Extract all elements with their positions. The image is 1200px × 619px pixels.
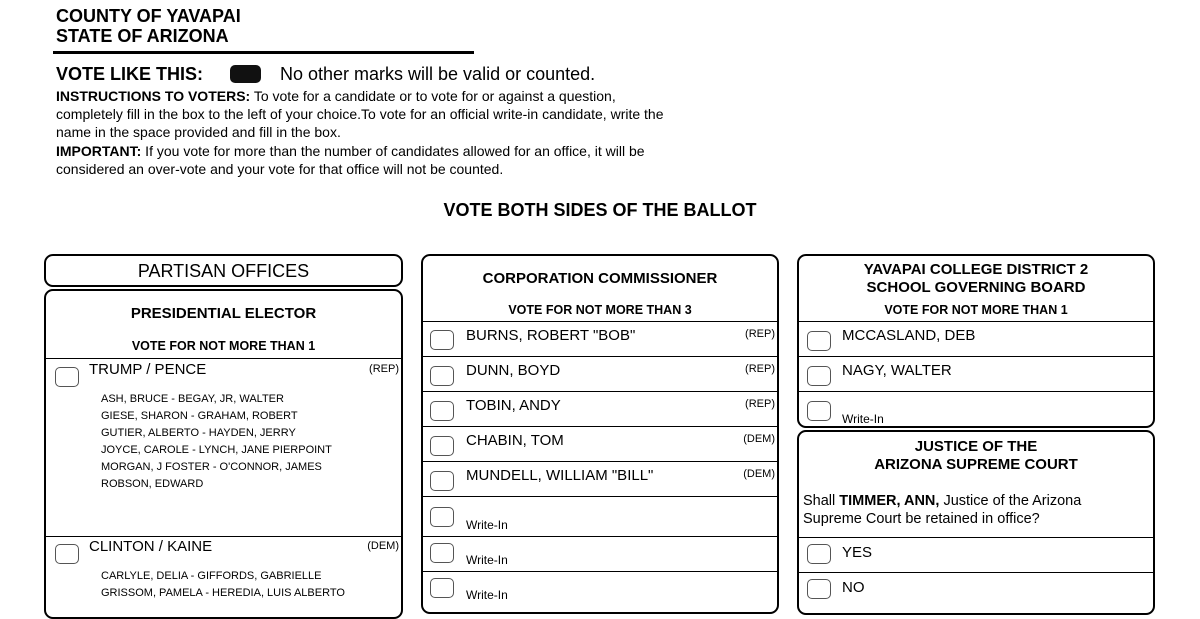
checkbox-tobin[interactable] (430, 401, 454, 421)
candidate-name: TRUMP / PENCE (89, 361, 207, 378)
corporation-commissioner-contest (421, 254, 779, 614)
checkbox-write-in-1[interactable] (430, 507, 454, 527)
no-other-marks-note: No other marks will be valid or counted. (280, 64, 596, 84)
vote-like-this-label: VOTE LIKE THIS: (56, 64, 204, 84)
justice-office: JUSTICE OF THE ARIZONA SUPREME COURT (874, 438, 1078, 473)
checkbox-write-in-2[interactable] (430, 543, 454, 563)
candidate-name: DUNN, BOYD (466, 362, 561, 379)
checkbox-yes[interactable] (807, 544, 831, 564)
candidate-name: MCCASLAND, DEB (842, 327, 976, 344)
candidate-name: CHABIN, TOM (466, 432, 564, 449)
candidate-party: (REP) (745, 363, 775, 375)
partisan-offices-title: PARTISAN OFFICES (137, 261, 310, 281)
write-in-label: Write-In (466, 518, 508, 532)
candidate-name: MUNDELL, WILLIAM "BILL" (466, 467, 654, 484)
checkbox-dunn[interactable] (430, 366, 454, 386)
instructions-label: INSTRUCTIONS TO VOTERS: (56, 88, 251, 104)
elector-list: CARLYLE, DELIA - GIFFORDS, GABRIELLE GRISSOM, PAMELA - HEREDIA, LUIS ALBERTO (101, 570, 345, 599)
candidate-name: BURNS, ROBERT "BOB" (466, 327, 636, 344)
candidate-party: (REP) (369, 363, 399, 375)
presidential-elector-contest (44, 289, 403, 619)
write-in-label: Write-In (466, 553, 508, 567)
presidential-vote-for: VOTE FOR NOT MORE THAN 1 (131, 339, 316, 353)
presidential-elector-office: PRESIDENTIAL ELECTOR (130, 305, 317, 322)
checkbox-chabin[interactable] (430, 436, 454, 456)
checkbox-nagy[interactable] (807, 366, 831, 386)
county-name: COUNTY OF YAVAPAI (56, 6, 241, 26)
checkbox-college-write-in[interactable] (807, 401, 831, 421)
partisan-offices-header (44, 254, 403, 287)
candidate-name: NAGY, WALTER (842, 362, 952, 379)
checkbox-trump-pence[interactable] (55, 367, 79, 387)
candidate-party: (REP) (745, 328, 775, 340)
option-yes: YES (842, 544, 873, 561)
checkbox-no[interactable] (807, 579, 831, 599)
header-divider (53, 51, 474, 54)
state-name: STATE OF ARIZONA (56, 26, 229, 46)
voter-instructions: INSTRUCTIONS TO VOTERS: To vote for a candidate or to vote for or against a question, completely fill in the box to the left of your choice.To vote for an official write-in candidate, write the name in the space provided and fill in the box. IMPORTANT: If you vote for more than the number of candidates allowed for an office, it will be considered an over-vote and your vote for that office will not be counted. (56, 88, 664, 177)
justice-retention-contest (797, 430, 1155, 615)
checkbox-mundell[interactable] (430, 471, 454, 491)
college-office: YAVAPAI COLLEGE DISTRICT 2 SCHOOL GOVERNING BOARD (863, 261, 1089, 296)
corporation-office: CORPORATION COMMISSIONER (482, 270, 718, 287)
checkbox-write-in-3[interactable] (430, 578, 454, 598)
college-vote-for: VOTE FOR NOT MORE THAN 1 (884, 303, 1068, 317)
candidate-party: (DEM) (743, 468, 775, 480)
elector-list: ASH, BRUCE - BEGAY, JR, WALTER GIESE, SHARON - GRAHAM, ROBERT GUTIER, ALBERTO - HAYDEN, JERRY JOYCE, CAROLE - LYNCH, JANE PIERPOINT MORGAN, J FOSTER - O'CONNOR, JAMES ROBSON, EDWARD (101, 393, 332, 490)
important-label: IMPORTANT: (56, 142, 142, 159)
vote-both-sides-heading: VOTE BOTH SIDES OF THE BALLOT (443, 200, 757, 220)
college-board-contest (797, 254, 1155, 428)
checkbox-clinton-kaine[interactable] (55, 544, 79, 564)
write-in-label: Write-In (842, 412, 884, 426)
option-no: NO (842, 579, 865, 596)
candidate-party: (REP) (745, 398, 775, 410)
write-in-label: Write-In (466, 588, 508, 602)
retention-question: Shall TIMMER, ANN, Justice of the Arizona Supreme Court be retained in office? (803, 493, 1082, 527)
candidate-party: (DEM) (367, 540, 399, 552)
candidate-name: TOBIN, ANDY (466, 397, 561, 414)
checkbox-mccasland[interactable] (807, 331, 831, 351)
filled-box-sample-icon (230, 65, 261, 83)
corporation-vote-for: VOTE FOR NOT MORE THAN 3 (508, 303, 692, 317)
candidate-name: CLINTON / KAINE (89, 538, 213, 555)
candidate-party: (DEM) (743, 433, 775, 445)
checkbox-burns[interactable] (430, 330, 454, 350)
justice-name: TIMMER, ANN, (839, 493, 940, 509)
